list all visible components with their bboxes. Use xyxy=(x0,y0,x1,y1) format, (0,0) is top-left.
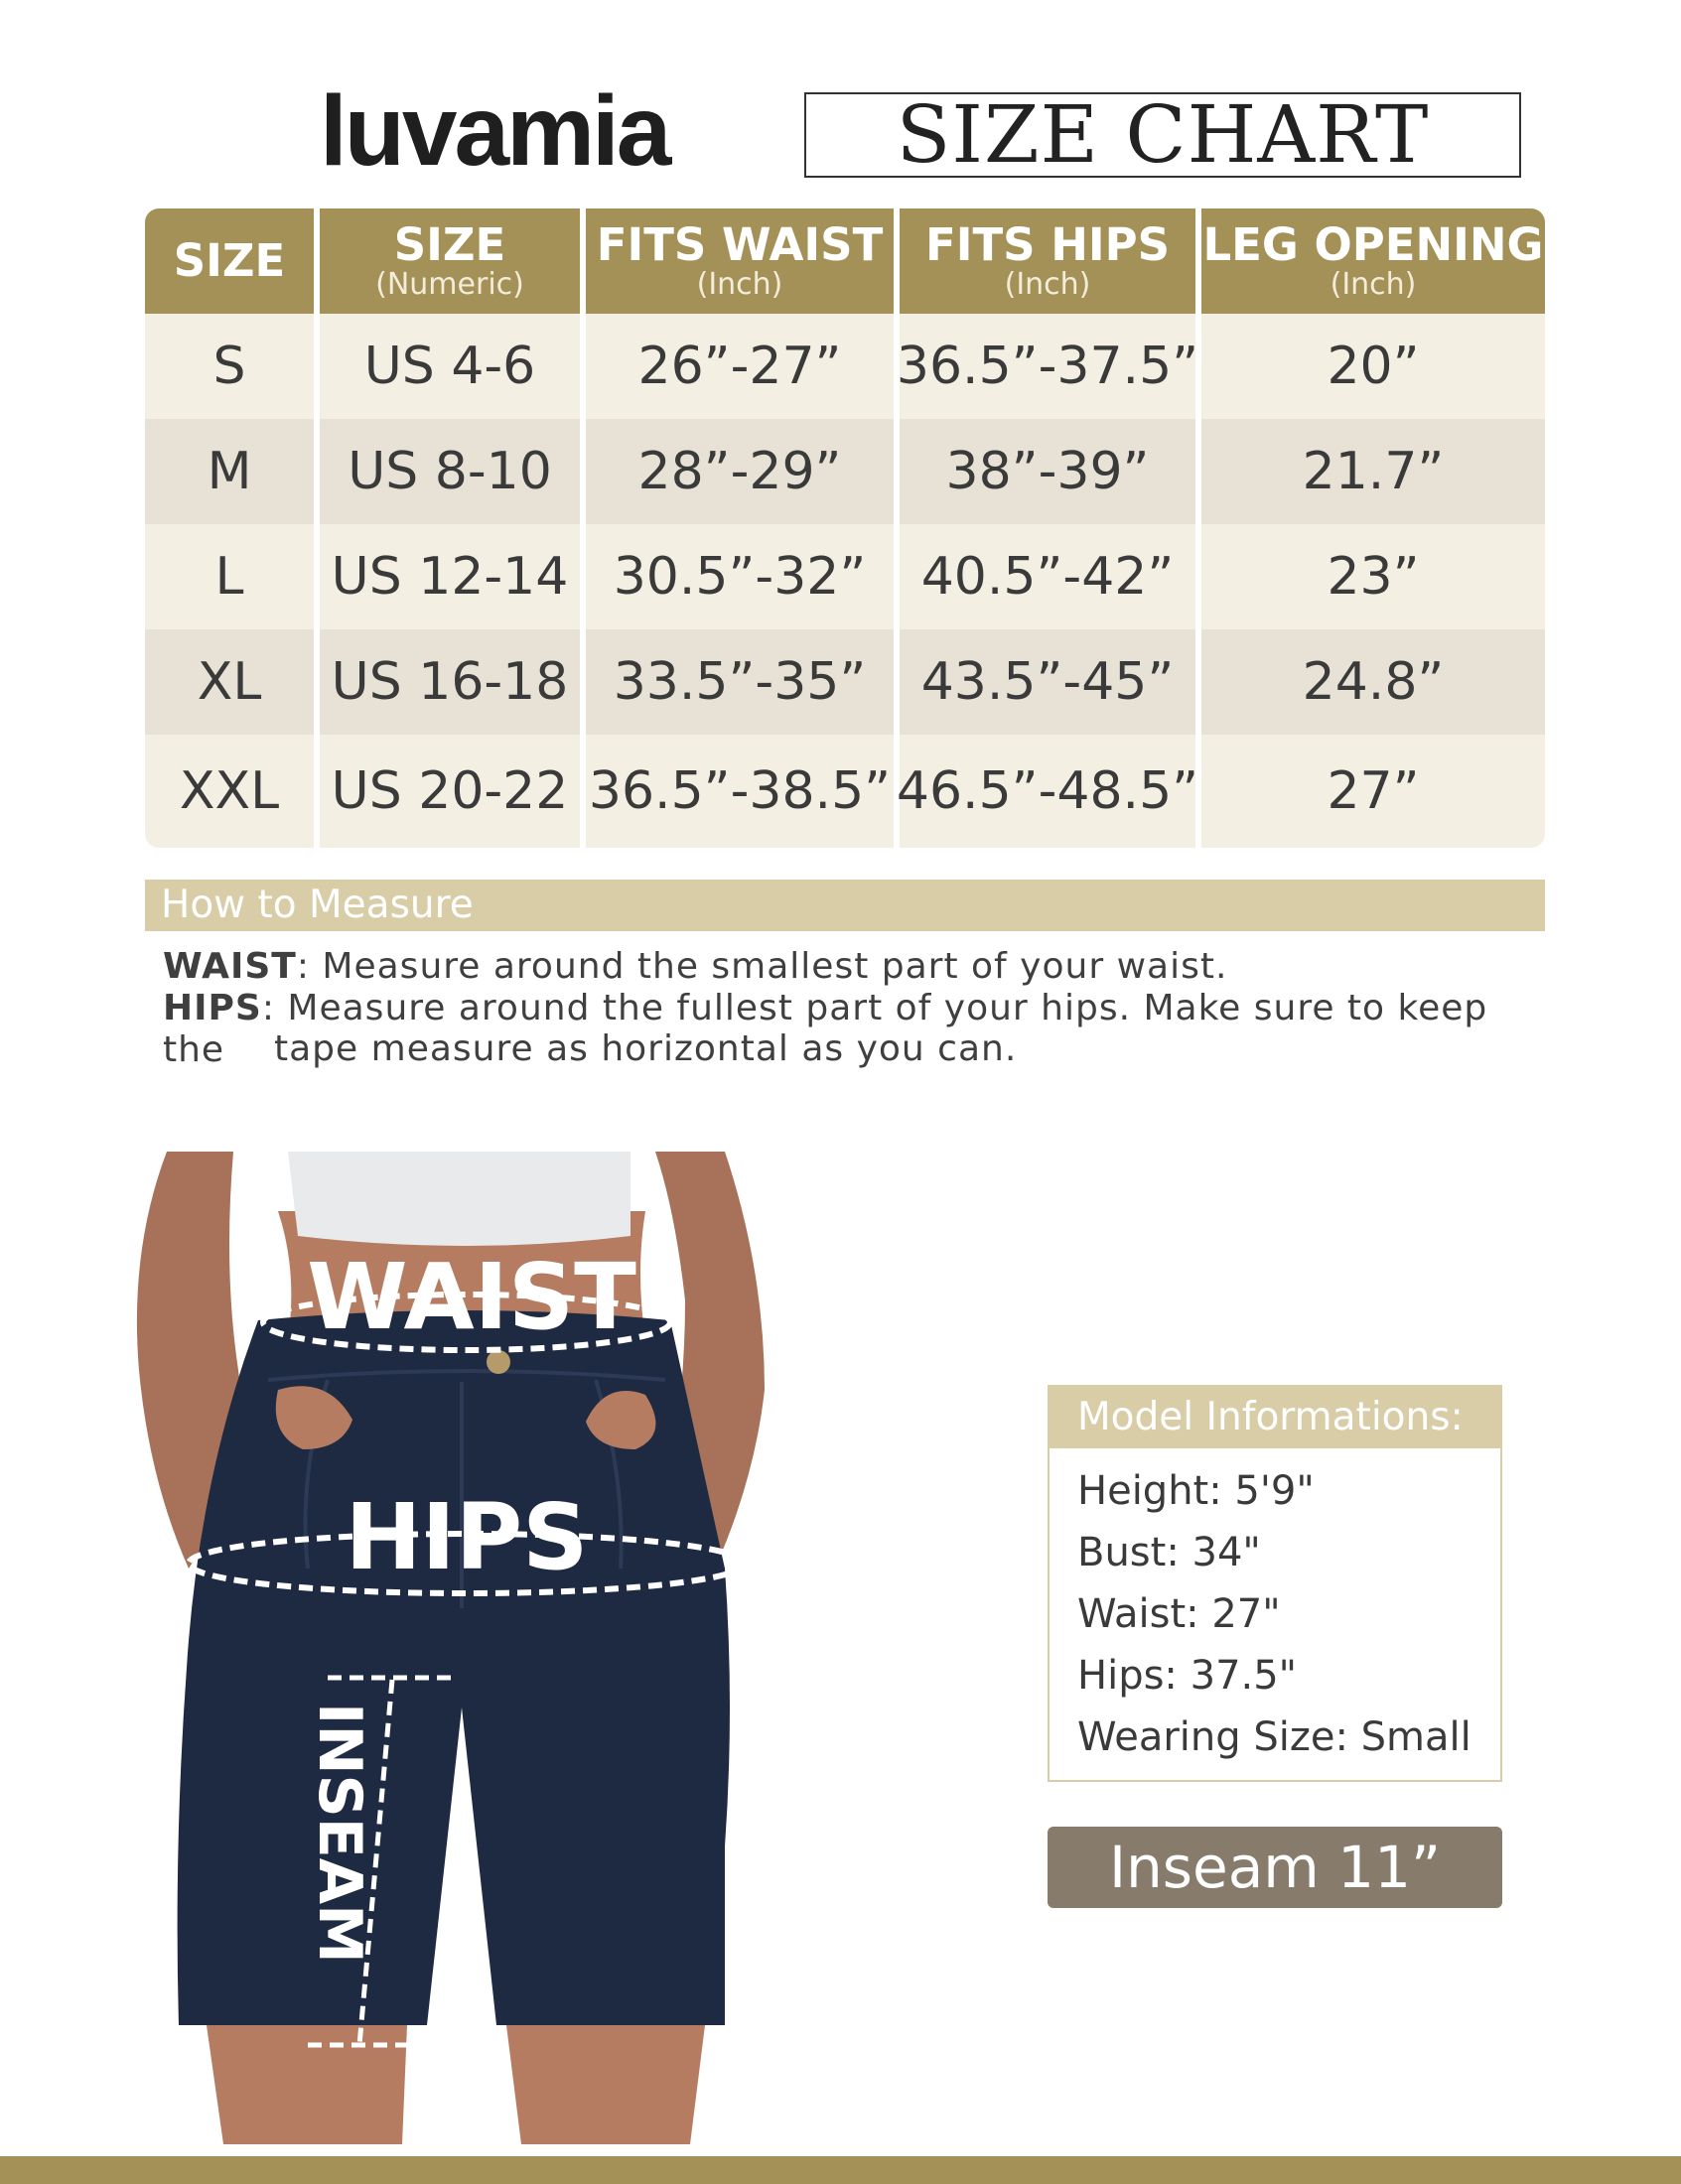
hips-label-overlay: HIPS xyxy=(345,1484,589,1590)
model-hips: Hips: 37.5" xyxy=(1077,1653,1298,1699)
header-size: SIZE xyxy=(145,208,314,314)
table-cell: US 12-14 xyxy=(320,524,580,629)
table-cell: 36.5”-37.5” xyxy=(900,314,1195,419)
button xyxy=(487,1350,510,1374)
footer-bar xyxy=(0,2156,1681,2184)
right-leg xyxy=(506,2025,705,2144)
table-cell: XXL xyxy=(145,735,314,848)
inseam-label-overlay: INSEAM xyxy=(305,1703,374,1964)
brand-logo: luvamia xyxy=(320,75,669,187)
waist-label-overlay: WAIST xyxy=(307,1244,636,1350)
table-cell: 24.8” xyxy=(1201,629,1545,735)
table-cell: 33.5”-35” xyxy=(586,629,894,735)
hips-instruction-continued: tape measure as horizontal as you can. xyxy=(274,1028,1018,1069)
table-cell: 30.5”-32” xyxy=(586,524,894,629)
model-photo xyxy=(129,1152,804,2144)
leg-opening-column xyxy=(1201,208,1545,848)
inseam-badge: Inseam 11” xyxy=(1048,1827,1502,1908)
hips-label: HIPS xyxy=(163,988,262,1028)
table-cell: M xyxy=(145,419,314,524)
header-fits-waist: FITS WAIST (Inch) xyxy=(586,208,894,314)
hips-text: : Measure around the fullest part of your hips. Make sure to keep the xyxy=(163,988,1488,1070)
table-cell: 38”-39” xyxy=(900,419,1195,524)
table-cell: 43.5”-45” xyxy=(900,629,1195,735)
waist-column xyxy=(586,208,894,848)
header-fits-hips: FITS HIPS (Inch) xyxy=(900,208,1195,314)
table-cell: 20” xyxy=(1201,314,1545,419)
table-cell: 26”-27” xyxy=(586,314,894,419)
table-cell: S xyxy=(145,314,314,419)
crop-top xyxy=(288,1152,630,1246)
model-info-heading: Model Informations: xyxy=(1050,1387,1500,1448)
table-cell: 36.5”-38.5” xyxy=(586,735,894,848)
waist-label: WAIST xyxy=(163,946,297,987)
size-chart-title: SIZE CHART xyxy=(804,92,1521,178)
table-cell: US 8-10 xyxy=(320,419,580,524)
table-cell: 27” xyxy=(1201,735,1545,848)
table-cell: 46.5”-48.5” xyxy=(900,735,1195,848)
numeric-size-column xyxy=(320,208,580,848)
table-cell: US 4-6 xyxy=(320,314,580,419)
size-table xyxy=(145,208,1545,848)
table-cell: XL xyxy=(145,629,314,735)
hips-column xyxy=(896,208,1199,848)
waist-text: : Measure around the smallest part of your waist. xyxy=(296,946,1228,987)
table-cell: 23” xyxy=(1201,524,1545,629)
model-wearing-size: Wearing Size: Small xyxy=(1077,1714,1471,1760)
header-numeric-size: SIZE (Numeric) xyxy=(320,208,580,314)
model-height: Height: 5'9" xyxy=(1077,1468,1315,1514)
table-cell: 21.7” xyxy=(1201,419,1545,524)
size-column xyxy=(145,208,314,848)
table-cell: 40.5”-42” xyxy=(900,524,1195,629)
how-to-measure-heading: How to Measure xyxy=(145,880,1545,931)
model-waist: Waist: 27" xyxy=(1077,1591,1281,1637)
model-bust: Bust: 34" xyxy=(1077,1530,1261,1575)
model-info-box xyxy=(1048,1385,1502,1782)
waist-instruction xyxy=(163,946,1553,988)
table-cell: US 20-22 xyxy=(320,735,580,848)
table-cell: US 16-18 xyxy=(320,629,580,735)
header-leg-opening: LEG OPENING (Inch) xyxy=(1201,208,1545,314)
table-cell: 28”-29” xyxy=(586,419,894,524)
table-cell: L xyxy=(145,524,314,629)
